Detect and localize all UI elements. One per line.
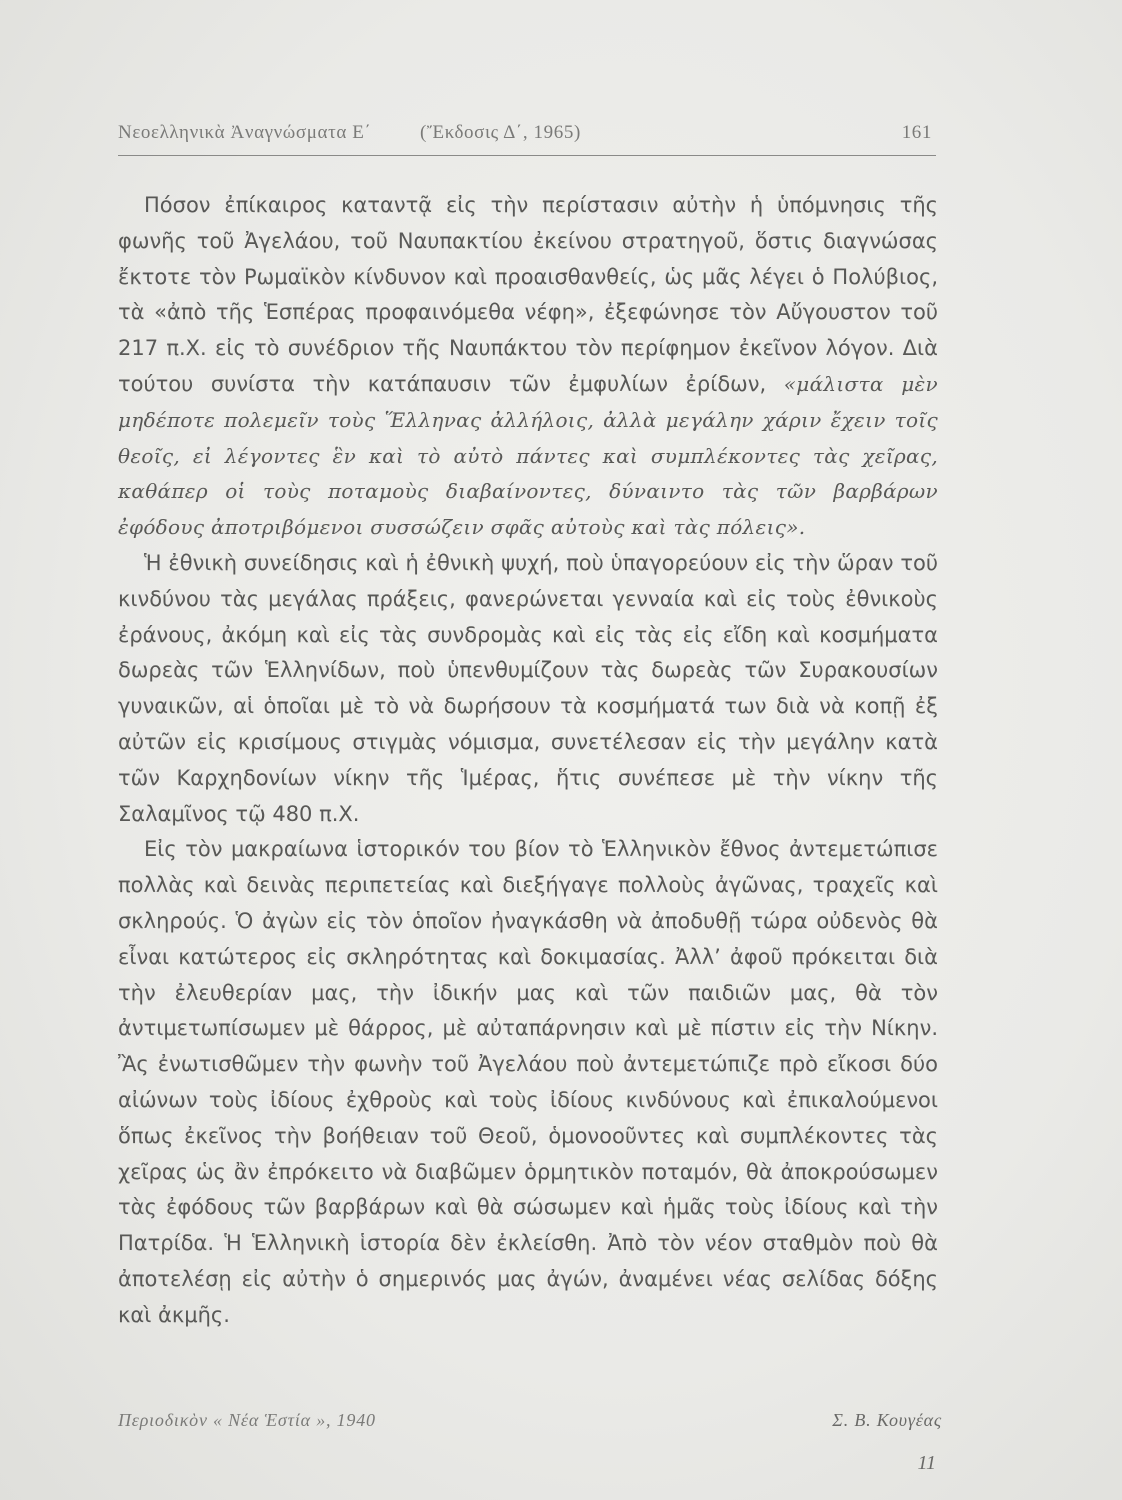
paragraph-1-text: Πόσον ἐπίκαιρος καταντᾷ εἰς τὴν περίστασιν αὐτὴν ἡ ὑπόμνησις τῆς φωνῆς τοῦ Ἀγελάου, τοῦ Ναυπακτίου ἐκείνου στρατηγοῦ, ὅστις διαγνώσας ἔκτοτε τὸν Ρωμαϊκὸν κίνδυνον καὶ προαισθανθείς, ὡς μᾶς λέγει ὁ Πολύβιος, τὰ «ἀπὸ τῆς Ἑσπέρας προφαινόμεθα νέφη», ἐξεφώνησε τὸν Αὔγουστον τοῦ 217 π.Χ. εἰς τὸ συνέδριον τῆς Ναυπάκτου τὸν περίφημον ἐκεῖνον λόγον. Διὰ τούτου συνίστα τὴν κατάπαυσιν τῶν ἐμφυλίων ἐρίδων, (118, 193, 938, 396)
author-name: Σ. Β. Κουγέας (832, 1410, 942, 1430)
header-rule (118, 155, 936, 156)
running-head (118, 120, 936, 150)
book-title: Νεοελληνικὰ Ἀναγνώσματα Ε΄ (118, 122, 372, 143)
edition-note: (Ἔκδοσις Δ΄, 1965) (420, 122, 581, 143)
paragraph-1 (118, 188, 938, 546)
page-number: 161 (901, 122, 932, 143)
paragraph-2: Ἡ ἐθνικὴ συνείδησις καὶ ἡ ἐθνικὴ ψυχή, ποὺ ὑπαγορεύουν εἰς τὴν ὥραν τοῦ κινδύνου τὰς μεγάλας πράξεις, φανερώνεται γενναία καὶ εἰς τοὺς ἐθνικοὺς ἐράνους, ἀκόμη καὶ εἰς τὰς συνδρομὰς καὶ εἰς τὰς εἰς εἴδη καὶ κοσμήματα δωρεὰς τῶν Ἑλληνίδων, ποὺ ὑπενθυμίζουν τὰς δωρεὰς τῶν Συρακουσίων γυναικῶν, αἱ ὁποῖαι μὲ τὸ νὰ δωρήσουν τὰ κοσμήματά των διὰ νὰ κοπῇ ἐξ αὐτῶν εἰς κρισίμους στιγμὰς νόμισμα, συνετέλεσαν εἰς τὴν μεγάλην κατὰ τῶν Καρχηδονίων νίκην τῆς Ἱμέρας, ἥτις συνέπεσε μὲ τὴν νίκην τῆς Σαλαμῖνος τῷ 480 π.Χ. (118, 550, 938, 826)
agelaos-quote: «μάλιστα μὲν μηδέποτε πολεμεῖν τοὺς Ἕλληνας ἀλλήλοις, ἀλλὰ μεγάλην χάριν ἔχειν τοῖς θεοῖς, εἰ λέγοντες ἓν καὶ τὸ αὐτὸ πάντες καὶ συμπλέκοντες τὰς χεῖρας, καθάπερ οἱ τοὺς ποταμοὺς διαβαίνοντες, δύναιντο τὰς τῶν βαρβάρων ἐφόδους ἀποτριβόμενοι συσσώζειν σφᾶς αὐτοὺς καὶ τὰς πόλεις». (118, 371, 938, 540)
source-citation: Περιοδικὸν « Νέα Ἑστία », 1940 (118, 1410, 376, 1430)
article-body (118, 188, 938, 1334)
paragraph-3: Εἰς τὸν μακραίωνα ἱστορικόν του βίον τὸ Ἑλληνικὸν ἔθνος ἀντεμετώπισε πολλὰς καὶ δεινὰς περιπετείας καὶ διεξήγαγε πολλοὺς ἀγῶνας, τραχεῖς καὶ σκληρούς. Ὁ ἀγὼν εἰς τὸν ὁποῖον ἠναγκάσθη νὰ ἀποδυθῇ τώρα οὐδενὸς θὰ εἶναι κατώτερος εἰς σκληρότητας καὶ δοκιμασίας. Ἀλλ’ ἀφοῦ πρόκειται διὰ τὴν ἐλευθερίαν μας, τὴν ἰδικήν μας καὶ τῶν παιδιῶν μας, θὰ τὸν ἀντιμετωπίσωμεν μὲ θάρρος, μὲ αὐταπάρνησιν καὶ μὲ πίστιν εἰς τὴν Νίκην. Ἂς ἐνωτισθῶμεν τὴν φωνὴν τοῦ Ἀγελάου ποὺ ἀντεμετώπιζε πρὸ εἴκοσι δύο αἰώνων τοὺς ἰδίους ἐχθροὺς καὶ τοὺς ἰδίους κινδύνους καὶ ἐπικαλούμενοι ὅπως ἐκεῖνος τὴν βοήθειαν τοῦ Θεοῦ, ὁμονοοῦντες καὶ συμπλέκοντες τὰς χεῖρας ὡς ἂν ἐπρόκειτο νὰ διαβῶμεν ὁρμητικὸν ποταμόν, θὰ ἀποκρούσωμεν τὰς ἐφόδους τῶν βαρβάρων καὶ θὰ σώσωμεν καὶ ἡμᾶς τοὺς ἰδίους καὶ τὴν Πατρίδα. Ἡ Ἑλληνικὴ ἱστορία δὲν ἐκλείσθη. Ἀπὸ τὸν νέον σταθμὸν ποὺ θὰ ἀποτελέσῃ εἰς αὐτὴν ὁ σημερινός μας ἀγών, ἀναμένει νέας σελίδας δόξης καὶ ἀκμῆς. (118, 837, 938, 1327)
signature-mark: 11 (917, 1452, 936, 1474)
